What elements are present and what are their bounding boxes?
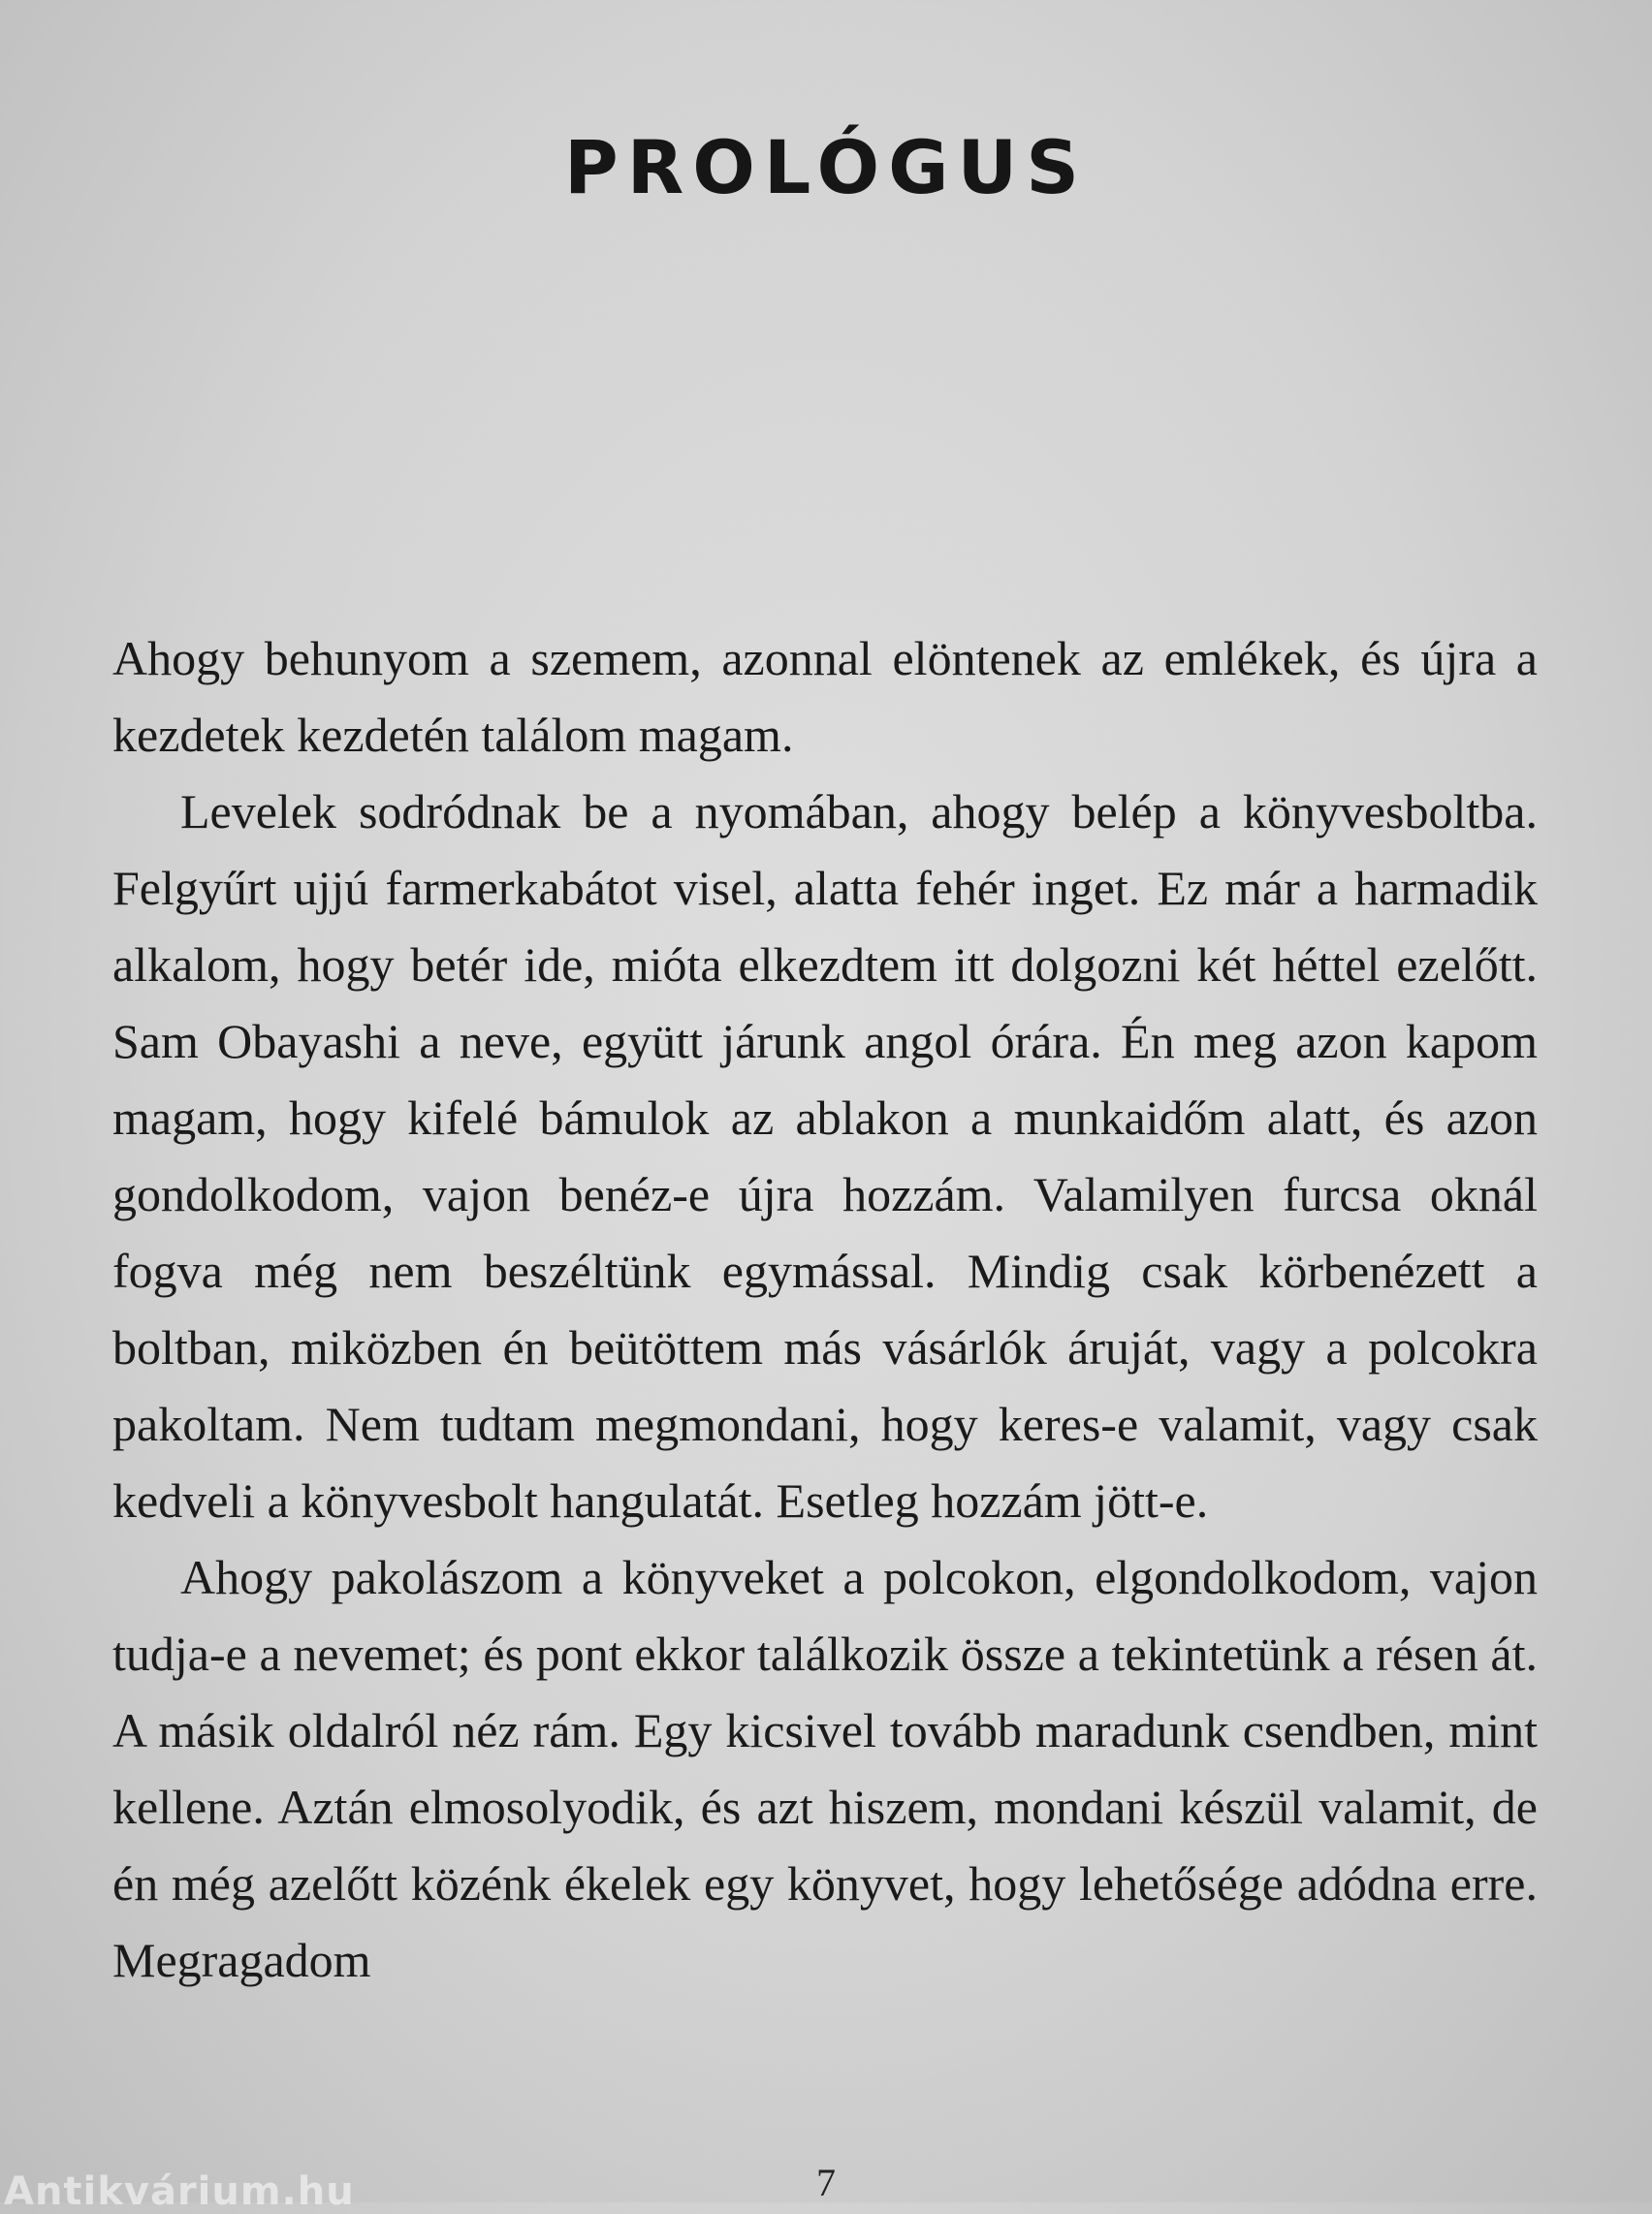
body-text [112, 620, 1538, 1999]
page-number: 7 [816, 2161, 836, 2204]
paragraph-1: Ahogy behunyom a szemem, azonnal elöntenek az emlékek, és újra a kezdetek kezdetén találom magam. [112, 631, 1538, 762]
chapter-title: PROLÓGUS [564, 124, 1088, 210]
paragraph-2: Levelek sodródnak be a nyomában, ahogy belép a könyvesboltba. Felgyűrt ujjú farmerkabátot visel, alatta fehér inget. Ez már a harmadik alkalom, hogy betér ide, mióta elkezdtem itt dolgozni két héttel ezelőtt. Sam Obayashi a neve, együtt járunk angol órára. Én meg azon kapom magam, hogy kifelé bámulok az ablakon a munkaidőm alatt, és azon gondolkodom, vajon benéz-e újra hozzám. Valamilyen furcsa oknál fogva még nem beszéltünk egymással. Mindig csak körbenézett a boltban, miközben én beütöttem más vásárlók áruját, vagy a polcokra pakoltam. Nem tudtam megmondani, hogy keres-e valamit, vagy csak kedveli a könyvesbolt hangulatát. Esetleg hozzám jött-e. [112, 784, 1538, 1528]
paragraph-3: Ahogy pakolászom a könyveket a polcokon, elgondolkodom, vajon tudja-e a nevemet; és pont ekkor találkozik össze a tekintetünk a résen át. A másik oldalról néz rám. Egy kicsivel tovább maradunk csendben, mint kellene. Aztán elmosolyodik, és azt hiszem, mondani készül valamit, de én még azelőtt közénk ékelek egy könyvet, hogy lehetősége adódna erre. Megragadom [112, 1550, 1538, 1987]
watermark: Antikvárium.hu [4, 2169, 355, 2214]
